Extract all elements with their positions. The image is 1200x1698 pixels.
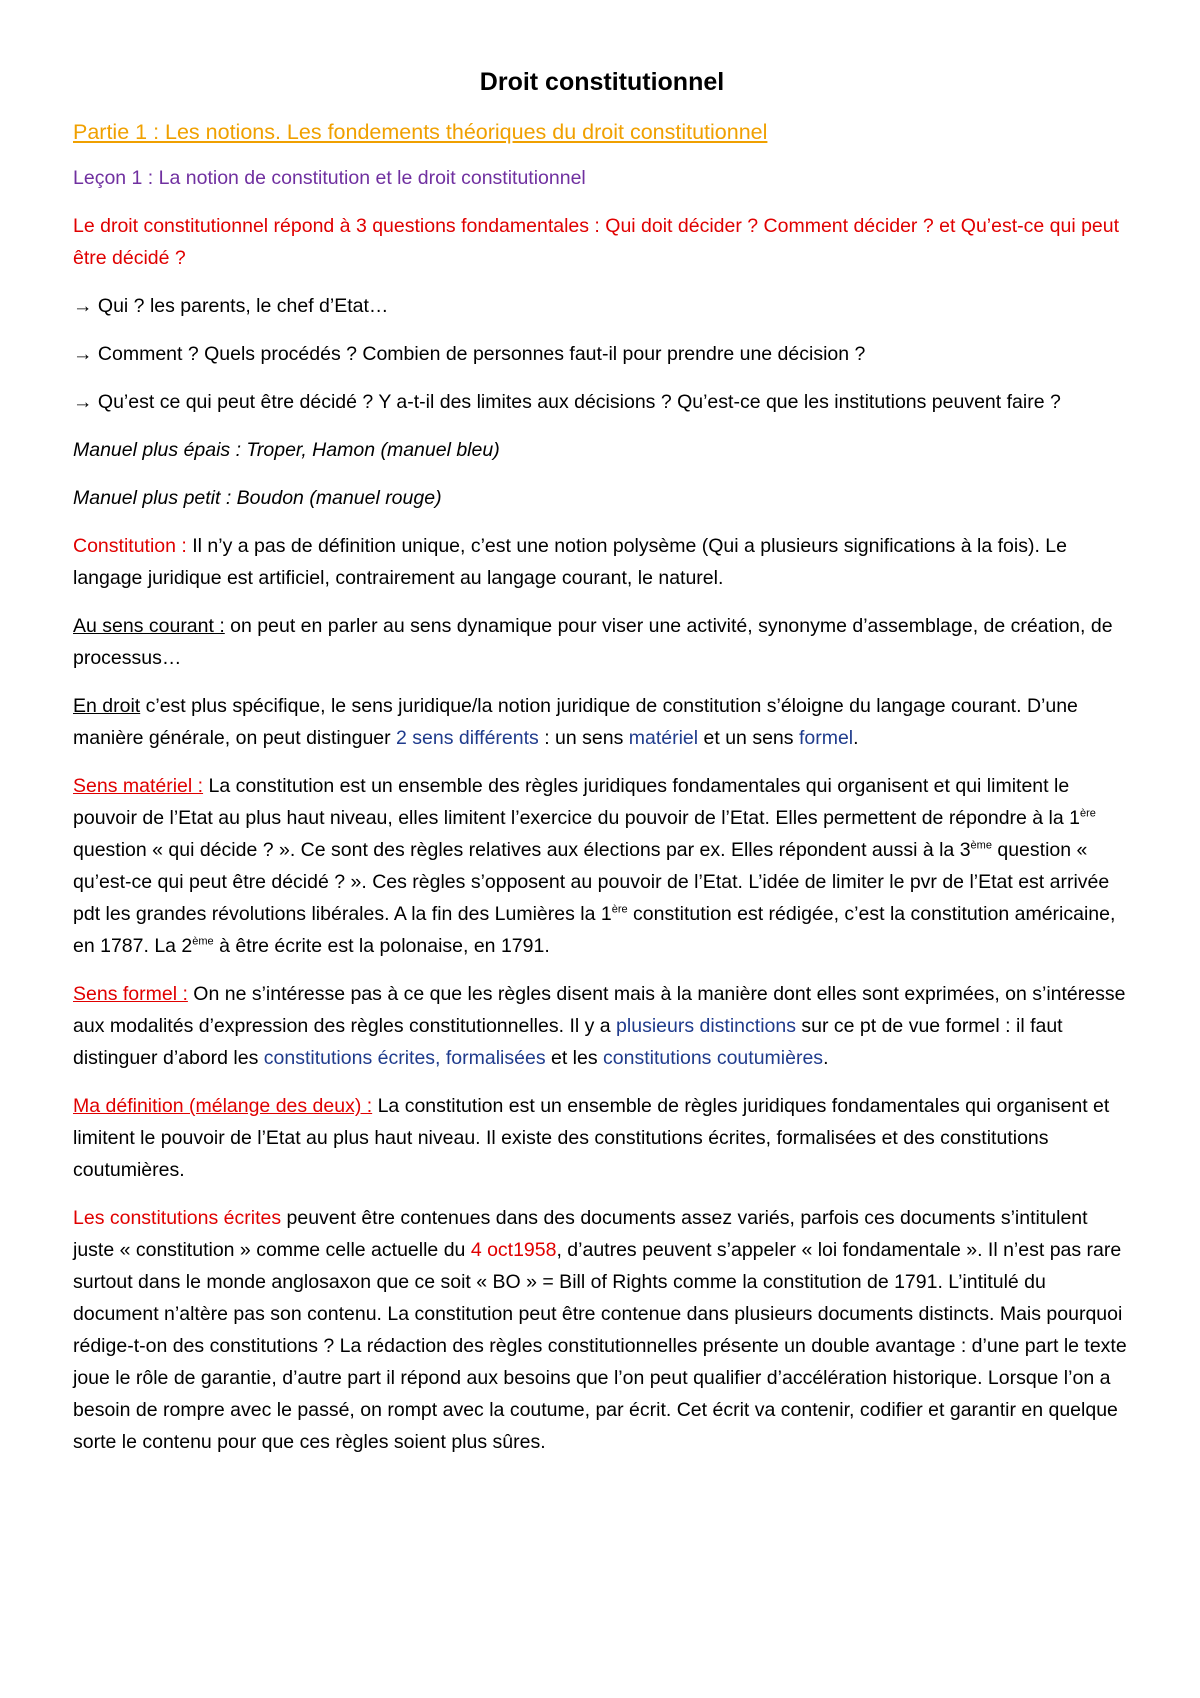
constitutions-ecrites-paragraph [73, 1202, 1131, 1458]
ma-definition-paragraph [73, 1090, 1131, 1186]
sens-materiel-text: constitution est rédigée, c’est la constitution américaine, en 1787. La 2 [73, 903, 1116, 957]
sens-formel-label: Sens formel : [73, 983, 188, 1005]
sens-courant-paragraph [73, 610, 1131, 674]
sens-materiel-paragraph [73, 770, 1131, 962]
ma-definition-label: Ma définition (mélange des deux) : [73, 1095, 373, 1117]
en-droit-text: . [853, 727, 859, 749]
sens-materiel-label: Sens matériel : [73, 775, 204, 797]
sens-formel-text: et les [545, 1047, 604, 1069]
question-how: → Comment ? Quels procédés ? Combien de personnes faut-il pour prendre une décision ? [73, 343, 866, 365]
sens-materiel-text: question « qui décide ? ». Ce sont des règles relatives aux élections par ex. Elles répondent aussi à la 3 [73, 839, 971, 861]
part-heading: Partie 1 : Les notions. Les fondements théoriques du droit constitutionnel [73, 120, 768, 144]
superscript: ème [970, 839, 992, 852]
en-droit-text: : un sens [538, 727, 629, 749]
en-droit-label: En droit [73, 695, 141, 717]
sens-courant-label: Au sens courant : [73, 615, 225, 637]
en-droit-paragraph [73, 690, 1131, 754]
superscript: ème [192, 935, 214, 948]
sens-formel-text: On ne s’intéresse pas à ce que les règles disent mais à la manière dont elles sont exprimées, on s’intéresse aux modalités d’expression des règles constitutionnelles. Il y a [73, 983, 1126, 1037]
highlight-materiel: matériel [628, 727, 699, 749]
constitution-paragraph [73, 530, 1131, 594]
highlight-distinctions: plusieurs distinctions [616, 1015, 796, 1037]
superscript: ère [1080, 807, 1096, 820]
highlight-two-senses: 2 sens différents [396, 727, 539, 749]
ma-definition-text: La constitution est un ensemble de règles juridiques fondamentales qui organisent et limitent le pouvoir de l’Etat au plus haut niveau. Il existe des constitutions écrites, formalisées et des constitutions coutumières. [73, 1095, 1110, 1181]
document-title: Droit constitutionnel [479, 68, 725, 96]
sens-courant-text: on peut en parler au sens dynamique pour viser une activité, synonyme d’assemblage, de création, de processus… [73, 615, 1113, 669]
manual-reference-2: Manuel plus petit : Boudon (manuel rouge) [73, 487, 442, 509]
sens-formel-text: . [823, 1047, 829, 1069]
ecrites-text: peuvent être contenues dans des documents assez variés, parfois ces documents s’intitulent juste « constitution » comme celle actuelle du [73, 1207, 1088, 1261]
constitution-label: Constitution : [73, 535, 187, 557]
superscript: ère [611, 903, 628, 916]
manual-reference-1: Manuel plus épais : Troper, Hamon (manuel bleu) [73, 439, 500, 461]
highlight-ecrites: constitutions écrites, formalisées [263, 1047, 546, 1069]
highlight-coutumieres: constitutions coutumières [603, 1047, 824, 1069]
en-droit-text: et un sens [698, 727, 799, 749]
sens-formel-paragraph [73, 978, 1131, 1074]
lesson-heading: Leçon 1 : La notion de constitution et le droit constitutionnel [73, 167, 586, 189]
highlight-date: 4 oct1958 [470, 1239, 557, 1261]
ecrites-text: , d’autres peuvent s’appeler « loi fondamentale ». Il n’est pas rare surtout dans le monde anglosaxon que ce soit « BO » = Bill of Rights comme la constitution de 1791. L’intitulé du document n’altère pas son contenu. La constitution peut être contenue dans plusieurs documents distincts. Mais pourquoi rédige-t-on des constitutions ? La rédaction des règles constitutionnelles présente un double avantage : d’une part le texte joue le rôle de garantie, d’autre part il répond aux besoins que l’on peut qualifier d’accélération historique. Lorsque l’on a besoin de rompre avec le passé, on rompt avec la coutume, par écrit. Cet écrit va contenir, codifier et garantir en quelque sorte le contenu pour que ces règles soient plus sûres. [73, 1239, 1127, 1453]
intro-paragraph: Le droit constitutionnel répond à 3 questions fondamentales : Qui doit décider ? Comment décider ? et Qu’est-ce qui peut être décidé ? [73, 215, 1120, 269]
constitution-text: Il n’y a pas de définition unique, c’est une notion polysème (Qui a plusieurs significations à la fois). Le langage juridique est artificiel, contrairement au langage courant, le naturel. [73, 535, 1067, 589]
sens-formel-text: sur ce pt de vue formel : il faut distinguer d’abord les [73, 1015, 1063, 1069]
question-who: → Qui ? les parents, le chef d’Etat… [73, 295, 389, 317]
en-droit-text: c’est plus spécifique, le sens juridique/la notion juridique de constitution s’éloigne du langage courant. D’une manière générale, on peut distinguer [73, 695, 1078, 749]
sens-materiel-text: question « qu’est-ce qui peut être décidé ? ». Ces règles s’opposent au pouvoir de l’Etat. L’idée de limiter le pvr de l’Etat est arrivée pdt les grandes révolutions libérales. A la fin des Lumières la 1 [73, 839, 1110, 925]
sens-materiel-text: La constitution est un ensemble des règles juridiques fondamentales qui organisent et qui limitent le pouvoir de l’Etat au plus haut niveau, elles limitent l’exercice du pouvoir de l’Etat. Elles permettent de répondre à la 1 [73, 775, 1080, 829]
highlight-formel: formel [798, 727, 854, 749]
ecrites-label: Les constitutions écrites [73, 1207, 282, 1229]
document-page [73, 68, 1131, 1474]
question-what: → Qu’est ce qui peut être décidé ? Y a-t-il des limites aux décisions ? Qu’est-ce que les institutions peuvent faire ? [73, 391, 1061, 413]
sens-materiel-text: à être écrite est la polonaise, en 1791. [213, 935, 550, 957]
